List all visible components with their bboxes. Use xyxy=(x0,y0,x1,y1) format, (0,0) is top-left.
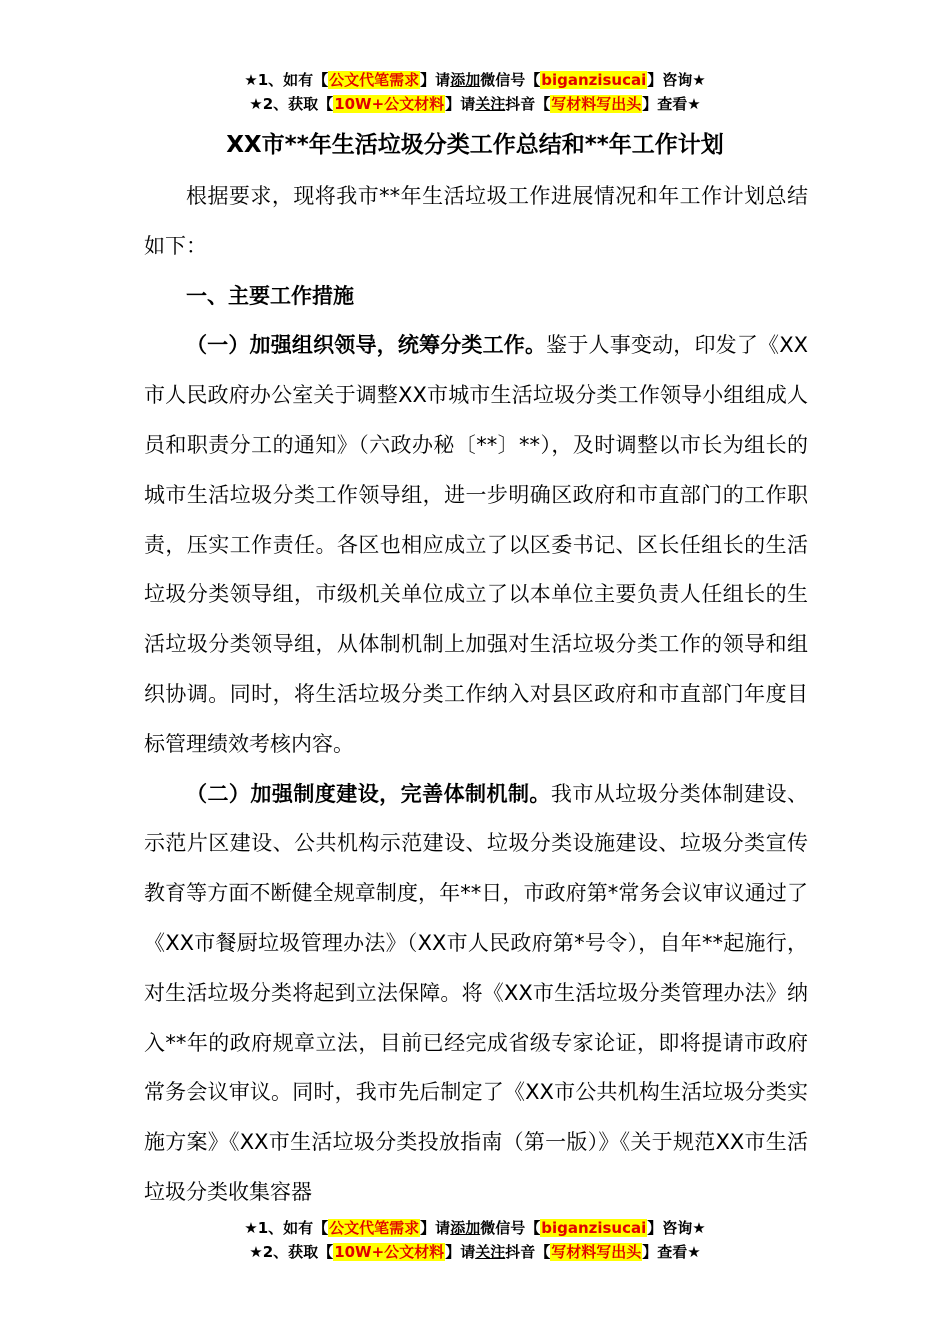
banner-highlight: 公文代笔需求 xyxy=(329,1219,420,1237)
banner-text: 】请 xyxy=(445,1243,476,1261)
paragraph-item-1 xyxy=(144,321,808,769)
banner-line-2 xyxy=(0,92,950,116)
section-heading: 一、主要工作措施 xyxy=(186,283,354,308)
banner-text: ★2、获取【 xyxy=(249,95,334,113)
banner-text: 】查看★ xyxy=(642,95,701,113)
banner-text: ★1、如有【 xyxy=(244,71,329,89)
banner-text: 抖音【 xyxy=(505,1243,551,1261)
item-heading: （一）加强组织领导，统筹分类工作。 xyxy=(186,333,547,358)
banner-line-1 xyxy=(0,1216,950,1240)
banner-underline: 添加 xyxy=(450,71,481,89)
banner-text: 】请 xyxy=(420,1219,451,1237)
banner-highlight: 10W+公文材料 xyxy=(334,1243,445,1261)
item-text: 我市从垃圾分类体制建设、示范片区建设、公共机构示范建设、垃圾分类设施建设、垃圾分类宣传教育等方面不断健全规章制度，年**日，市政府第*常务会议审议通过了《XX市餐厨垃圾管理办法》（XX市人民政府第*号令），自年**起施行，对生活垃圾分类将起到立法保障。将《XX市生活垃圾分类管理办法》纳入**年的政府规章立法，目前已经完成省级专家论证，即将提请市政府常务会议审议。同时，我市先后制定了《XX市公共机构生活垃圾分类实施方案》《XX市生活垃圾分类投放指南（第一版）》《关于规范XX市生活垃圾分类收集容器 xyxy=(144,781,809,1204)
banner-highlight: 公文代笔需求 xyxy=(329,71,420,89)
banner-highlight: 写材料写出头 xyxy=(551,1243,642,1261)
banner-text: 】请 xyxy=(420,71,451,89)
top-banner xyxy=(0,68,950,116)
banner-text: ★2、获取【 xyxy=(249,1243,334,1261)
item-text: 鉴于人事变动，印发了《XX市人民政府办公室关于调整XX市城市生活垃圾分类工作领导小组组成人员和职责分工的通知》（六政办秘〔**〕**），及时调整以市长为组长的城市生活垃圾分类工作领导组，进一步明确区政府和市直部门的工作职责，压实工作责任。各区也相应成立了以区委书记、区长任组长的生活垃圾分类领导组，市级机关单位成立了以本单位主要负责人任组长的生活垃圾分类领导组，从体制机制上加强对生活垃圾分类工作的领导和组织协调。同时，将生活垃圾分类工作纳入对县区政府和市直部门年度目标管理绩效考核内容。 xyxy=(144,333,808,756)
banner-text: ★1、如有【 xyxy=(244,1219,329,1237)
banner-underline: 关注 xyxy=(475,95,506,113)
item-heading: （二）加强制度建设，完善体制机制。 xyxy=(186,781,551,806)
banner-text: 微信号【 xyxy=(480,71,541,89)
banner-text: 】请 xyxy=(445,95,476,113)
banner-underline: 添加 xyxy=(450,1219,481,1237)
banner-highlight: biganzisucai xyxy=(541,1219,647,1237)
banner-text: 微信号【 xyxy=(480,1219,541,1237)
document-body xyxy=(144,172,808,1218)
paragraph-item-2 xyxy=(144,770,808,1218)
bottom-banner xyxy=(0,1216,950,1264)
document-title: XX市**年生活垃圾分类工作总结和**年工作计划 xyxy=(226,132,724,158)
banner-text: 】查看★ xyxy=(642,1243,701,1261)
banner-text: 抖音【 xyxy=(505,95,551,113)
banner-line-2 xyxy=(0,1240,950,1264)
banner-highlight: 写材料写出头 xyxy=(551,95,642,113)
banner-text: 】咨询★ xyxy=(647,1219,706,1237)
intro-paragraph: 根据要求，现将我市**年生活垃圾工作进展情况和年工作计划总结如下： xyxy=(144,184,808,258)
banner-highlight: 10W+公文材料 xyxy=(334,95,445,113)
banner-underline: 关注 xyxy=(475,1243,506,1261)
banner-highlight: biganzisucai xyxy=(541,71,647,89)
banner-line-1 xyxy=(0,68,950,92)
banner-text: 】咨询★ xyxy=(647,71,706,89)
